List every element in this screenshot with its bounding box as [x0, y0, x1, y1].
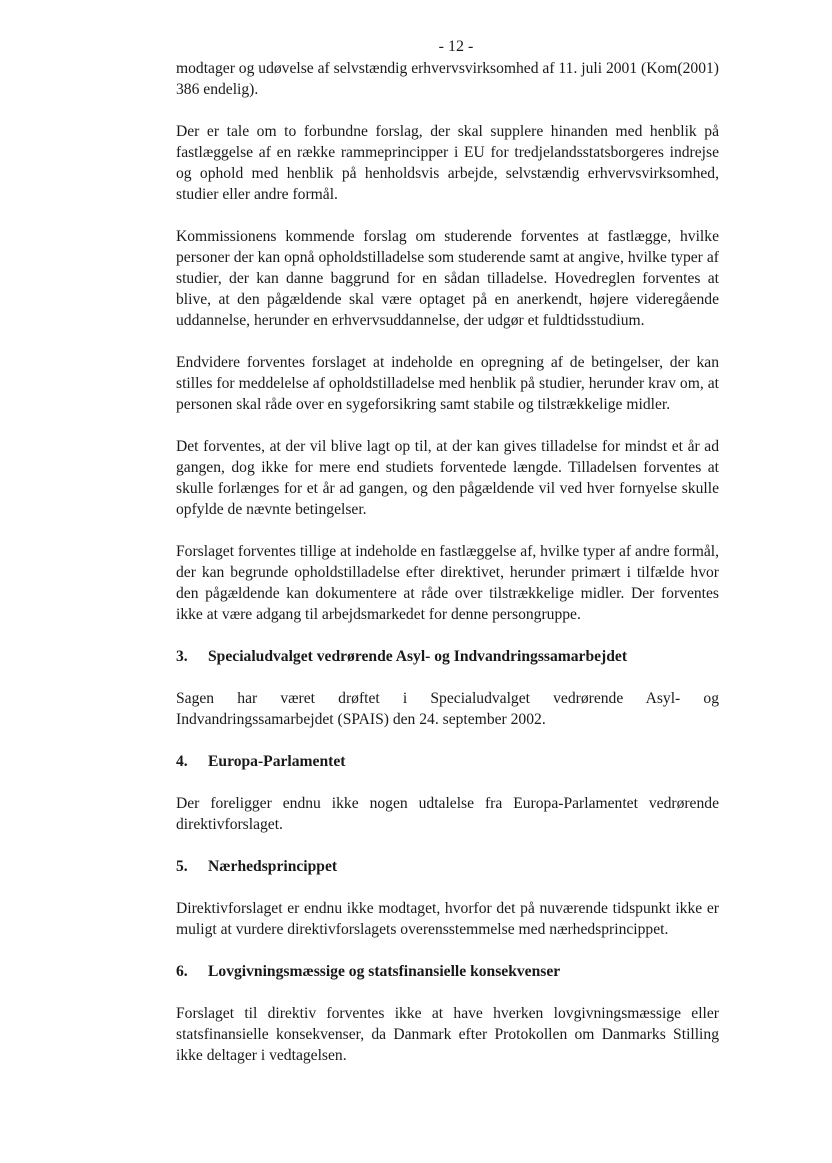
section-title: Nærhedsprincippet	[208, 858, 338, 875]
section-number: 6.	[176, 963, 188, 980]
section-number: 5.	[176, 858, 188, 875]
section-text-4: Der foreligger endnu ikke nogen udtalelse fra Europa-Parlamentet vedrørende direktivforslaget.	[176, 795, 719, 833]
paragraph-intro-4: Endvidere forventes forslaget at indeholde en opregning af de betingelser, der kan stilles for meddelelse af opholdstilladelse med henblik på studier, herunder krav om, at personen skal råde over en sygeforsikring samt stabile og tilstrækkelige midler.	[176, 354, 719, 413]
page-content	[176, 58, 719, 1087]
paragraph-intro-3: Kommissionens kommende forslag om studerende forventes at fastlægge, hvilke personer der kan opnå opholdstilladelse som studerende samt at angive, hvilke typer af studier, der kan danne baggrund for en sådan tilladelse. Hovedreglen forventes at blive, at den pågældende skal være optaget på en anerkendt, højere videregående uddannelse, herunder en erhvervsuddannelse, der udgør et fuldtidsstudium.	[176, 228, 719, 329]
section-number: 3.	[176, 648, 188, 665]
section-text-3: Sagen har været drøftet i Specialudvalget vedrørende Asyl- og Indvandringssamarbejdet (SPAIS) den 24. september 2002.	[176, 690, 719, 728]
paragraph-intro-1: modtager og udøvelse af selvstændig erhvervsvirksomhed af 11. juli 2001 (Kom(2001) 386 endelig).	[176, 60, 719, 98]
section-title: Lovgivningsmæssige og statsfinansielle konsekvenser	[208, 963, 561, 980]
page-number: - 12 -	[438, 38, 474, 55]
section-heading-6	[176, 961, 719, 982]
paragraph-intro-5: Det forventes, at der vil blive lagt op til, at der kan gives tilladelse for mindst et år ad gangen, dog ikke for mere end studiets forventede længde. Tilladelsen forventes at skulle forlænges for et år ad gangen, og den pågældende vil ved hver fornyelse skulle opfylde de nævnte betingelser.	[176, 438, 719, 518]
section-text-6: Forslaget til direktiv forventes ikke at have hverken lovgivningsmæssige eller statsfinansielle konsekvenser, da Danmark efter Protokollen om Danmarks Stilling ikke deltager i vedtagelsen.	[176, 1005, 719, 1064]
section-title: Specialudvalget vedrørende Asyl- og Indvandringssamarbejdet	[208, 648, 628, 665]
section-heading-5	[176, 856, 719, 877]
section-number: 4.	[176, 753, 188, 770]
section-title: Europa-Parlamentet	[208, 753, 346, 770]
section-heading-3	[176, 646, 719, 667]
section-text-5: Direktivforslaget er endnu ikke modtaget, hvorfor det på nuværende tidspunkt ikke er muligt at vurdere direktivforslagets overensstemmelse med nærhedsprincippet.	[176, 900, 719, 938]
section-heading-4	[176, 751, 719, 772]
paragraph-intro-6: Forslaget forventes tillige at indeholde en fastlæggelse af, hvilke typer af andre formål, der kan begrunde opholdstilladelse efter direktivet, herunder primært i tilfælde hvor den pågældende kan dokumentere at råde over tilstrækkelige midler. Der forventes ikke at være adgang til arbejdsmarkedet for denne persongruppe.	[176, 543, 720, 623]
paragraph-intro-2: Der er tale om to forbundne forslag, der skal supplere hinanden med henblik på fastlæggelse af en række rammeprincipper i EU for tredjelandsstatsborgeres indrejse og ophold med henblik på henholdsvis arbejde, selvstændig erhvervsvirksomhed, studier eller andre formål.	[176, 123, 719, 203]
